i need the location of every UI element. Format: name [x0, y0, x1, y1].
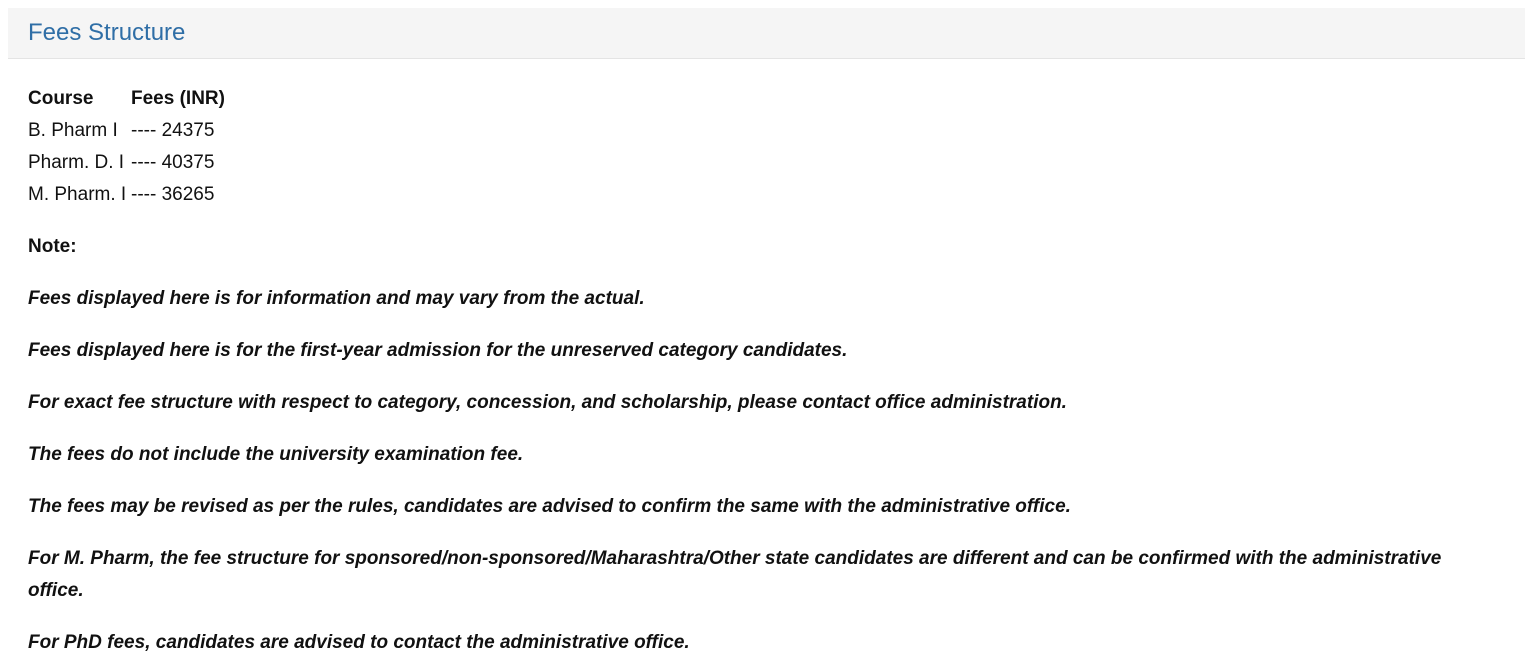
- fees-table-header-row: [28, 83, 225, 115]
- column-header-course: Course: [28, 88, 94, 109]
- table-row: [28, 115, 225, 147]
- table-row: [28, 179, 225, 211]
- course-cell: Pharm. D. I: [28, 152, 125, 173]
- column-header-fees: Fees (INR): [131, 88, 225, 109]
- note-item: The fees do not include the university examination fee.: [28, 444, 524, 465]
- fees-structure-panel: [8, 8, 1525, 664]
- table-row: [28, 147, 225, 179]
- fees-cell: ---- 40375: [131, 152, 215, 173]
- fees-cell: ---- 24375: [131, 120, 215, 141]
- panel-heading: [8, 8, 1525, 59]
- note-item: The fees may be revised as per the rules, candidates are advised to confirm the same with the administrative office.: [28, 496, 1071, 517]
- course-cell: M. Pharm. I: [28, 184, 127, 205]
- panel-title: Fees Structure: [28, 19, 186, 46]
- fees-cell: ---- 36265: [131, 184, 215, 205]
- note-item: For exact fee structure with respect to category, concession, and scholarship, please contact office administration.: [28, 392, 1067, 413]
- note-label: Note:: [28, 236, 77, 257]
- note-item: Fees displayed here is for information and may vary from the actual.: [28, 288, 645, 309]
- course-cell: B. Pharm I: [28, 120, 118, 141]
- note-item: For PhD fees, candidates are advised to contact the administrative office.: [28, 632, 690, 653]
- fees-table: [28, 83, 225, 211]
- note-item: For M. Pharm, the fee structure for sponsored/non-sponsored/Maharashtra/Other state candidates are different and can be confirmed with the administrative office.: [28, 548, 1442, 601]
- note-item: Fees displayed here is for the first-year admission for the unreserved category candidates.: [28, 340, 848, 361]
- panel-body: [8, 59, 1525, 659]
- note-list: [28, 283, 1505, 659]
